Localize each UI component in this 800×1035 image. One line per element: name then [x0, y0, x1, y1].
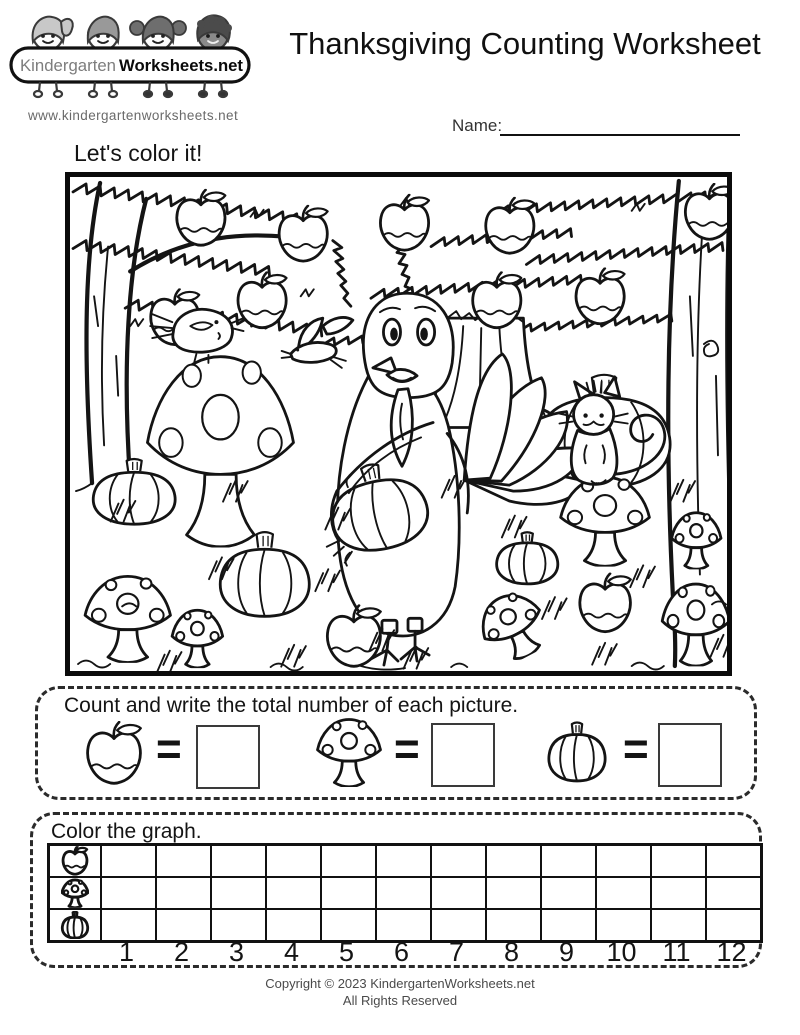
graph-cell[interactable]: [431, 877, 486, 909]
pumpkin-icon: [60, 911, 90, 939]
graph-row-icon-mushroom: [49, 877, 101, 909]
pumpkin-count-box[interactable]: [658, 723, 722, 787]
mushroom-icon: [561, 477, 650, 566]
name-input-line[interactable]: [500, 114, 740, 136]
column-number: 5: [338, 937, 355, 967]
mushroom-icon: [662, 584, 727, 666]
equals-sign: =: [156, 723, 182, 776]
coloring-scene-frame: [65, 172, 732, 676]
graph-cell[interactable]: [431, 845, 486, 877]
mushroom-count-box[interactable]: [431, 723, 495, 787]
column-number: 2: [173, 937, 190, 967]
counting-section: [35, 686, 757, 800]
mushroom-icon: [672, 513, 721, 569]
apple-icon: [580, 574, 631, 632]
apple-icon: [486, 198, 535, 253]
equals-sign: =: [623, 723, 649, 776]
website-url: www.kindergartenworksheets.net: [28, 108, 239, 123]
rights-text: All Rights Reserved: [342, 993, 458, 1008]
equals-sign: =: [394, 723, 420, 776]
column-number: 7: [448, 937, 465, 967]
coloring-prompt: Let's color it!: [74, 140, 203, 166]
pumpkin-icon: [93, 459, 175, 524]
apple-icon: [327, 605, 380, 666]
graph-cell[interactable]: [321, 845, 376, 877]
apple-count-box[interactable]: [196, 725, 260, 789]
column-number: 10: [606, 937, 637, 967]
graph-cell[interactable]: [156, 877, 211, 909]
graph-cell[interactable]: [101, 877, 156, 909]
mushroom-icon: [471, 584, 556, 669]
apple-icon: [82, 721, 146, 787]
counting-instruction: Count and write the total number of each picture.: [64, 694, 519, 717]
graph-cell[interactable]: [651, 877, 706, 909]
graph-cell[interactable]: [486, 877, 541, 909]
graph-cell[interactable]: [596, 877, 651, 909]
graph-cell[interactable]: [486, 845, 541, 877]
coloring-scene: [70, 177, 727, 671]
copyright-text: Copyright © 2023 KindergartenWorksheets.net: [265, 976, 535, 991]
logo-text-black: Worksheets.net: [119, 57, 244, 75]
page-title: Thanksgiving Counting Worksheet: [289, 26, 761, 61]
logo-kids: [33, 15, 232, 50]
mushroom-icon: [61, 878, 89, 908]
graph-cell[interactable]: [101, 845, 156, 877]
graph-section: [30, 812, 762, 968]
graph-cell[interactable]: [266, 877, 321, 909]
graph-cell[interactable]: [266, 845, 321, 877]
column-number: 6: [393, 937, 410, 967]
mushroom-icon: [85, 576, 170, 662]
site-logo: [8, 12, 252, 108]
graph-row-icon-pumpkin: [49, 909, 101, 941]
name-label: Name:: [452, 116, 503, 135]
pumpkin-icon: [497, 532, 558, 584]
apple-icon: [238, 272, 287, 327]
column-number: 3: [228, 937, 245, 967]
apple-icon: [380, 195, 429, 250]
graph-cell[interactable]: [321, 877, 376, 909]
graph-cell[interactable]: [596, 845, 651, 877]
graph-cell[interactable]: [541, 877, 596, 909]
pumpkin-icon: [535, 721, 619, 783]
graph-instruction: Color the graph.: [51, 820, 202, 843]
column-number: 8: [503, 937, 520, 967]
graph-cell[interactable]: [211, 877, 266, 909]
column-number: 11: [662, 937, 691, 967]
graph-column-numbers: [99, 937, 759, 968]
mushroom-icon: [147, 357, 293, 547]
column-number: 1: [118, 937, 135, 967]
column-number: 12: [716, 937, 747, 967]
graph-cell[interactable]: [651, 845, 706, 877]
apple-icon: [279, 206, 328, 261]
column-number: 4: [283, 937, 300, 967]
graph-cell[interactable]: [706, 877, 761, 909]
apple-icon: [576, 268, 625, 323]
graph-cell[interactable]: [211, 845, 266, 877]
apple-icon: [473, 272, 522, 327]
logo-text-gray: Kindergarten: [20, 57, 116, 75]
mushroom-icon: [172, 610, 223, 668]
graph-cell[interactable]: [376, 845, 431, 877]
graph-cell[interactable]: [156, 845, 211, 877]
graph-row-icon-apple: [49, 845, 101, 877]
graph-grid: [47, 843, 763, 943]
logo-kids-feet: [34, 82, 227, 97]
graph-cell[interactable]: [541, 845, 596, 877]
column-number: 9: [558, 937, 575, 967]
graph-cell[interactable]: [706, 845, 761, 877]
apple-icon: [61, 846, 89, 876]
graph-cell[interactable]: [376, 877, 431, 909]
mushroom-icon: [310, 715, 388, 787]
